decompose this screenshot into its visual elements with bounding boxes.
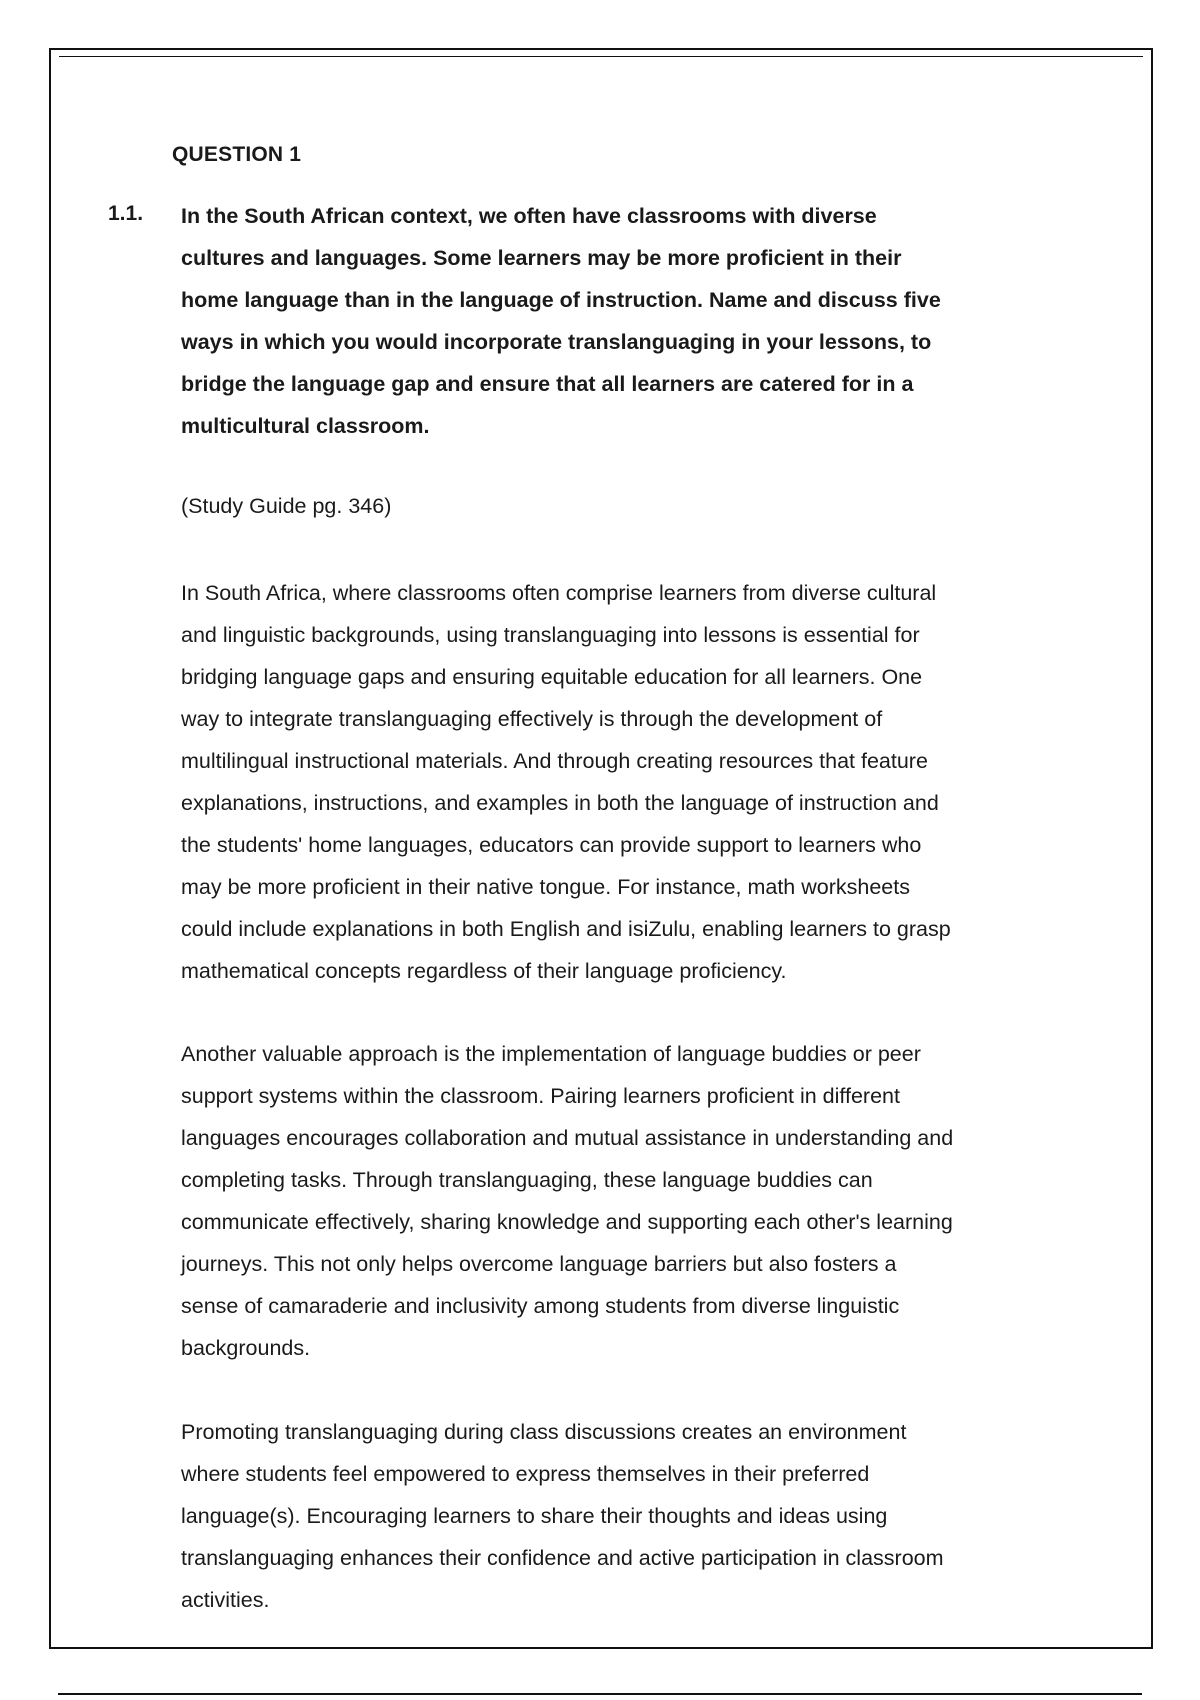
paragraph-line: could include explanations in both English and isiZulu, enabling learners to grasp [181, 917, 951, 941]
question-number: 1.1. [108, 202, 144, 225]
top-rule [59, 56, 1143, 57]
question-line: cultures and languages. Some learners may be more proficient in their [181, 246, 902, 270]
question-line: ways in which you would incorporate translanguaging in your lessons, to [181, 330, 932, 354]
paragraph-line: Promoting translanguaging during class discussions creates an environment [181, 1420, 907, 1444]
paragraph-line: sense of camaraderie and inclusivity among students from diverse linguistic [181, 1294, 900, 1318]
question-text [181, 195, 1081, 447]
question-line: In the South African context, we often have classrooms with diverse [181, 204, 877, 228]
paragraph-line: language(s). Encouraging learners to share their thoughts and ideas using [181, 1504, 888, 1528]
paragraph-line: bridging language gaps and ensuring equitable education for all learners. One [181, 665, 923, 689]
paragraph-line: may be more proficient in their native tongue. For instance, math worksheets [181, 875, 910, 899]
answer-paragraph-2 [181, 1033, 1101, 1369]
paragraph-line: completing tasks. Through translanguaging, these language buddies can [181, 1168, 873, 1192]
question-line: multicultural classroom. [181, 414, 430, 438]
question-line: bridge the language gap and ensure that all learners are catered for in a [181, 372, 914, 396]
study-guide-reference: (Study Guide pg. 346) [181, 494, 392, 518]
paragraph-line: Another valuable approach is the implementation of language buddies or peer [181, 1042, 921, 1066]
paragraph-line: communicate effectively, sharing knowledge and supporting each other's learning [181, 1210, 953, 1234]
paragraph-line: translanguaging enhances their confidence and active participation in classroom [181, 1546, 944, 1570]
paragraph-line: and linguistic backgrounds, using translanguaging into lessons is essential for [181, 623, 920, 647]
paragraph-line: activities. [181, 1588, 270, 1612]
answer-paragraph-3 [181, 1411, 1101, 1621]
paragraph-line: the students' home languages, educators can provide support to learners who [181, 833, 922, 857]
question-heading: QUESTION 1 [172, 143, 302, 166]
paragraph-line: explanations, instructions, and examples in both the language of instruction and [181, 791, 939, 815]
paragraph-line: where students feel empowered to express themselves in their preferred [181, 1462, 870, 1486]
answer-paragraph-1 [181, 572, 1101, 992]
paragraph-line: support systems within the classroom. Pairing learners proficient in different [181, 1084, 900, 1108]
paragraph-line: journeys. This not only helps overcome language barriers but also fosters a [181, 1252, 897, 1276]
question-line: home language than in the language of instruction. Name and discuss five [181, 288, 941, 312]
paragraph-line: way to integrate translanguaging effectively is through the development of [181, 707, 883, 731]
paragraph-line: mathematical concepts regardless of their language proficiency. [181, 959, 787, 983]
paragraph-line: In South Africa, where classrooms often comprise learners from diverse cultural [181, 581, 937, 605]
bottom-rule [58, 1693, 1142, 1695]
paragraph-line: multilingual instructional materials. And through creating resources that feature [181, 749, 928, 773]
paragraph-line: backgrounds. [181, 1336, 311, 1360]
paragraph-line: languages encourages collaboration and mutual assistance in understanding and [181, 1126, 954, 1150]
